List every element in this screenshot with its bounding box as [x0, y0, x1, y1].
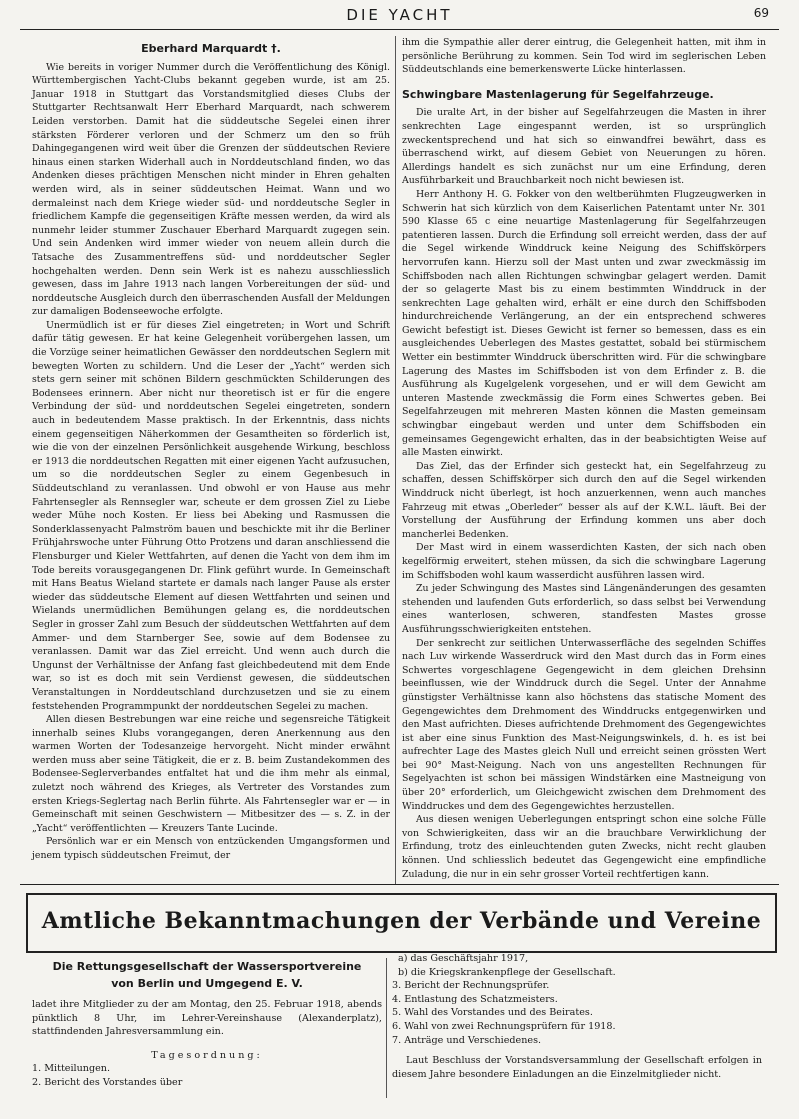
agenda-heading: Tagesordnung:: [151, 1049, 263, 1061]
article-heading: Schwingbare Mastenlagerung für Segelfahrzeuge.: [402, 87, 714, 101]
column-divider: [395, 36, 396, 884]
agenda-item: 4. Entlastung des Schatzmeisters.: [392, 993, 558, 1005]
article-paragraph: Das Ziel, das der Erfinder sich gesteckt hat, ein Segelfahrzeug zu schaffen, dessen Schiffskörper sich durch den auf die Segel wirkenden Winddruck nicht überlegt, ist hoch anzuerkennen, wenn auch manches Fahrzeug mit etwas „Oberleder“ besser als auf der K.W.L. läuft. Bei der Vorstellung der Ausführung der Erfindung kommen uns aber doch mancherlei Bedenken.: [402, 460, 766, 540]
obituary-heading: Eberhard Marquardt †.: [141, 42, 281, 55]
obituary-paragraph: Unermüdlich ist er für dieses Ziel eingetreten; in Wort und Schrift dafür tätig gewesen. Er hat keine Gelegenheit vorübergehen lassen, um die Vorzüge seiner heimatlichen Gewässer den norddeutschen Seglern mit bewegten Worten zu schildern. Und die Leser der „Yacht“ werden sich stets gern seiner mit schönen Bildern geschmückten Schilderungen des Bodensees erinnern. Aber nicht nur theoretisch ist er für die engere Verbindung der süd- und norddeutschen Segelei eingetreten, sondern auch in bedeutendem Masse praktisch. In der Erkenntnis, dass nichts einem gegenseitigen Näherkommen der Gesamtheiten so förderlich ist, wie die von der einzelnen Persönlichkeit ausgehende Wirkung, beschloss er 1913 die norddeutschen Regatten mit einer eigenen Yacht aufzusuchen, um so die norddeutschen Segler zu einem Gegenbesuch in Süddeutschland zu veranlassen. Und obwohl er von Hause aus mehr Fahrtensegler als Rennsegler war, scheute er dem grossen Ziel zu Liebe weder Mühe noch Kosten. Er liess bei Abeking und Rasmussen die Sonderklassenyacht Palmström bauen und beschickte mit ihr die Berliner Frühjahrswoche unter Führung Otto Protzens und daran anschliessend die Flensburger und Kieler Wettfahrten, auf denen die Yacht von dem ihm im Tode bereits vorausgegangenen Dr. Flink geführt wurde. In Gemeinschaft mit Hans Beatus Wieland startete er damals nach langer Pause als erster wieder das süddeutsche Element auf diesen Wettfahrten und seinen und Wielands unermüdlichen Bemühungen gelang es, die norddeutschen Segler in grosser Zahl zum Besuch der süddeutschen Wettfahrten auf dem Ammer- und dem Starnberger See, sowie auf dem Bodensee zu veranlassen. Damit war das Ziel erreicht. Und wenn auch durch die Ungunst der Verhältnisse der Anfang fast gleichbedeutend mit dem Ende war, so ist es doch mit sein Verdienst gewesen, die süddeutschen Veranstaltungen in Norddeutschland durchzusetzen und sie zu einem feststehenden Programmpunkt der norddeutschen Segelei zu machen.: [32, 319, 390, 712]
obituary-continuation: ihm die Sympathie aller derer eintrug, die Gelegenheit hatten, mit ihm in persönliche Berührung zu kommen. Sein Tod wird im seglerischen Leben Süddeutschlands eine bemerkenswerte Lücke hinterlassen.: [402, 37, 766, 76]
banner-title: Amtliche Bekanntmachungen der Verbände und Vereine: [41, 908, 762, 934]
header-rule: [20, 29, 779, 30]
notice-left: [32, 958, 382, 1090]
section-rule: [20, 884, 779, 885]
article-paragraph: Der Mast wird in einem wasserdichten Kasten, der sich nach oben kegelförmig erweitert, stehen müssen, da sich die schwingbare Lagerung im Schiffsboden wohl kaum wasserdicht ausführen lassen wird.: [402, 542, 766, 581]
agenda-item: b) die Kriegskrankenpflege der Gesellschaft.: [398, 966, 616, 978]
notice-body: ladet ihre Mitglieder zu der am Montag, den 25. Februar 1918, abends pünktlich 8 Uhr, im Lehrer-Vereinshause (Alexanderplatz), stattfindenden Jahresversammlung ein.: [32, 999, 382, 1038]
journal-title: DIE YACHT: [346, 6, 453, 24]
agenda-item: 6. Wahl von zwei Rechnungsprüfern für 1918.: [392, 1020, 616, 1032]
article-paragraph: Zu jeder Schwingung des Mastes sind Längenänderungen des gesamten stehenden und laufenden Guts erforderlich, so dass selbst bei Verwendung eines wanterlosen, schweren, standfesten Mastes grosse Ausführungsschwierigkeiten entstehen.: [402, 583, 766, 635]
agenda-item: 5. Wahl des Vorstandes und des Beirates.: [392, 1007, 593, 1019]
right-column: [402, 36, 766, 881]
announcements-banner: [26, 893, 777, 953]
obituary-paragraph: Allen diesen Bestrebungen war eine reiche und segensreiche Tätigkeit innerhalb seines Klubs vorangegangen, deren Anerkennung aus den warmen Worten der Todesanzeige hervorgeht. Nicht minder erwähnt werden muss aber seine Tätigkeit, die er z. B. beim Zustandekommen des Bodensee-Seglerverbandes entfaltet hat und die ihm mehr als einmal, zuletzt noch während des Krieges, als Vertreter des Vorstandes zum ersten Kriegs-Seglertag nach Berlin führte. Als Fahrtensegler war er — in Gemeinschaft mit seinen Geschwistern — Mitbesitzer des — s. Z. in der „Yacht“ veröffentlichten — Kreuzers Tante Lucinde.: [32, 714, 390, 834]
agenda-item: 7. Anträge und Verschiedenes.: [392, 1034, 542, 1046]
article-paragraph: Herr Anthony H. G. Fokker von den weltberühmten Flugzeugwerken in Schwerin hat sich kürzlich von dem Kaiserlichen Patentamt unter Nr. 301 590 Klasse 65 c eine neuartige Mastenlagerung für Segelfahrzeugen patentieren lassen. Durch die Erfindung soll erreicht werden, dass der auf die Segel wirkende Winddruck keine Neigung des Schiffskörpers hervorrufen kann. Hierzu soll der Mast unten und zwar zweckmässig im Schiffsboden nach allen Richtungen schwingbar gelagert werden. Damit der so gelagerte Mast bis zu einem bestimmten Winddruck in der senkrechten Lage gehalten wird, erhält er eine durch den Schiffsboden hindurchreichende Verlängerung, an der ein entsprechend schweres Gewicht befestigt ist. Dieses Gewicht ist ferner so bemessen, dass es ein ausgleichendes Ueberlegen des Mastes gestattet, sobald bei stürmischem Wetter ein bestimmter Winddruck überschritten wird. Für die schwingbare Lagerung des Mastes im Schiffsboden ist von dem Erfinder z. B. die Ausführung als Kugelgelenk vorgesehen, und er will dem Gewicht am unteren Mastende zweckmässig die Form eines Schwertes geben. Bei Segelfahrzeugen mit mehreren Masten können die Masten gemeinsam schwingbar eingebaut werden und unter dem Schiffsboden ein gemeinsames Gegengewicht erhalten, das in der beabsichtigten Weise auf alle Masten einwirkt.: [402, 188, 766, 459]
notice-divider: [386, 958, 387, 1098]
page-header: [0, 4, 799, 28]
agenda-item: a) das Geschäftsjahr 1917,: [398, 953, 529, 964]
left-column: [32, 36, 390, 863]
obituary-paragraph: Wie bereits in voriger Nummer durch die Veröffentlichung des Königl. Württembergischen Yacht-Clubs bekannt gegeben wurde, ist am 25. Januar 1918 in Stuttgart das Vorstandsmitglied dieses Clubs der Stuttgarter Rechtsanwalt Herr Eberhard Marquardt, nach schwerem Leiden verstorben. Damit hat die süddeutsche Segelei einen ihrer stärksten Förderer verloren und der Schmerz um den so früh Dahingegangenen wird weit über die Grenzen der süddeutschen Reviere hinaus einen starken Widerhall auch in Norddeutschland finden, wo das Andenken dieses prächtigen Menschen nicht minder in Ehren gehalten werden wird, als in seiner süddeutschen Heimat. Wann und wo dermaleinst nach dem Kriege wieder süd- und norddeutsche Segler in friedlichem Kampfe die gegenseitigen Kräfte messen werden, da wird als nunmehr leider stummer Zuschauer Eberhard Marquardt zugegen sein. Und sein Andenken wird immer wieder von neuem allein durch die Tatsache des Zusammentreffens süd- und norddeutscher Segler hochgehalten werden. Denn sein Werk ist es nahezu ausschliesslich gewesen, dass im Jahre 1913 nach langen Vorbereitungen der süd- und norddeutsche Ausgleich durch den überraschenden Ausfall der Meldungen zur damaligen Bodenseewoche erfolgte.: [32, 61, 390, 318]
agenda-item: 3. Bericht der Rechnungsprüfer.: [392, 980, 550, 992]
obituary-paragraph: Persönlich war er ein Mensch von entzückenden Umgangsformen und jenem typisch süddeutschen Freimut, der: [32, 836, 390, 862]
notice-heading: Die Rettungsgesellschaft der Wassersportvereine: [52, 960, 362, 973]
agenda-item: 2. Bericht des Vorstandes über: [32, 1076, 183, 1088]
article-paragraph: Aus diesen wenigen Ueberlegungen entspringt schon eine solche Fülle von Schwierigkeiten, dass wir an die brauchbare Verwirklichung der Erfindung, trotz des einleuchtenden guten Zwecks, nicht recht glauben können. Und schliesslich bedeutet das Gegengewicht eine empfindliche Zuladung, die nur in ein sehr grosser Vorteil rechtfertigen kann.: [402, 814, 766, 880]
notice-closing: Laut Beschluss der Vorstandsversammlung der Gesellschaft erfolgen in diesem Jahre besondere Einladungen an die Einzelmitglieder nicht.: [392, 1055, 762, 1080]
article-paragraph: Die uralte Art, in der bisher auf Segelfahrzeugen die Masten in ihrer senkrechten Lage eingespannt werden, ist so ursprünglich zweckentsprechend und hat sich so einwandfrei bewährt, dass es überraschend wirkt, auf diesem Gebiet von Neuerungen zu hören. Allerdings handelt es sich zunächst nur um eine Erfindung, deren Ausführbarkeit und Brauchbarkeit noch nicht bewiesen ist.: [402, 107, 766, 187]
agenda-item: 1. Mitteilungen.: [32, 1063, 111, 1075]
article-paragraph: Der senkrecht zur seitlichen Unterwasserfläche des segelnden Schiffes nach Luv wirkende Wasserdruck wird den Mast durch das in Form eines Schwertes vorgeschlagene Gegengewicht in dem gleichen Drehsinn beeinflussen, wie der Winddruck durch die Segel. Unter der Annahme günstigster Verhältnisse kann also höchstens das statische Moment des Gegengewichtes dem Drehmoment des Winddrucks entgegenwirken und den Mast aufrichten. Dieses aufrichtende Drehmoment des Gegengewichtes ist aber eine sinus Funktion des Mast-Neigungswinkels, d. h. es ist bei aufrechter Lage des Mastes gleich Null und erreicht seinen grössten Wert bei 90° Mast-Neigung. Nach von uns angestellten Rechnungen für Segelyachten ist schon bei mässigen Windstärken eine Mastneigung von über 20° erforderlich, um Gleichgewicht zwischen dem Drehmoment des Winddruckes und dem des Gegengewichtes herzustellen.: [402, 637, 766, 812]
notice-heading: von Berlin und Umgegend E. V.: [111, 977, 303, 990]
notice-right: [392, 952, 762, 1081]
page-number: 69: [753, 6, 769, 20]
